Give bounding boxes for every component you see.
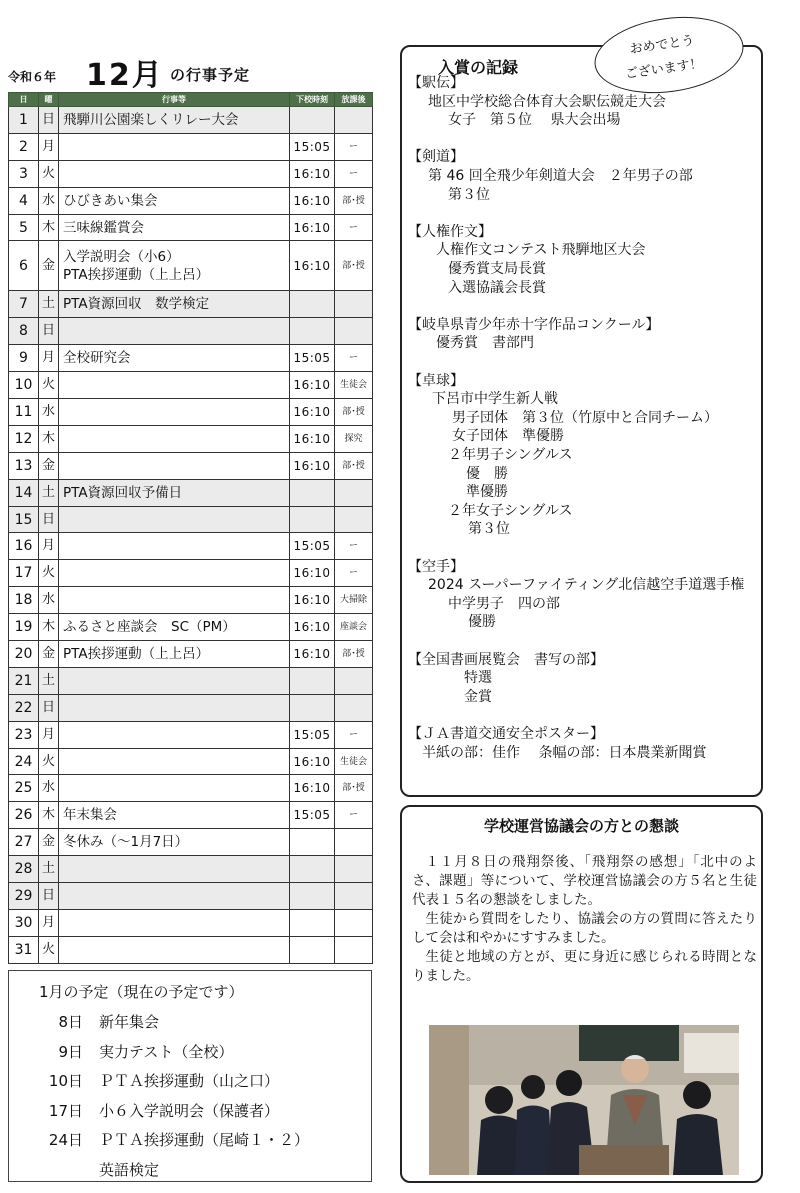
bubble-line-2: ございます！ <box>624 56 704 83</box>
schedule-leave-time <box>290 506 335 533</box>
award-line: 優勝 <box>468 614 496 631</box>
schedule-weekday: 火 <box>39 160 59 187</box>
schedule-day: 10 <box>9 372 39 399</box>
schedule-day: 12 <box>9 425 39 452</box>
schedule-after-school <box>335 829 373 856</box>
schedule-after-school: ー <box>335 802 373 829</box>
schedule-row <box>9 721 373 748</box>
award-line: 下呂市中学生新人戦 <box>432 391 558 408</box>
meeting-photo-illustration <box>429 1025 739 1175</box>
schedule-after-school: 探究 <box>335 425 373 452</box>
award-line: 優 勝 <box>466 465 508 482</box>
schedule-after-school: 生徒会 <box>335 372 373 399</box>
schedule-event-line: 冬休み（～1月7日） <box>63 834 189 851</box>
schedule-event <box>59 187 290 214</box>
meeting-photo <box>429 1025 739 1175</box>
schedule-weekday: 水 <box>39 587 59 614</box>
awards-box <box>400 45 763 797</box>
header-day: 日 <box>9 93 39 107</box>
schedule-weekday: 水 <box>39 399 59 426</box>
schedule-leave-time: 16:10 <box>290 748 335 775</box>
schedule-weekday: 月 <box>39 909 59 936</box>
schedule-weekday: 火 <box>39 560 59 587</box>
schedule-event <box>59 241 290 291</box>
schedule-day: 18 <box>9 587 39 614</box>
schedule-event-line: PTA挨拶運動（上上呂） <box>63 266 210 283</box>
schedule-weekday: 月 <box>39 721 59 748</box>
schedule-after-school <box>335 318 373 345</box>
schedule-weekday: 水 <box>39 187 59 214</box>
schedule-after-school <box>335 107 373 134</box>
award-line: ２年男子シングルス <box>448 447 573 463</box>
schedule-day: 22 <box>9 694 39 721</box>
schedule-leave-time: 16:10 <box>290 372 335 399</box>
schedule-weekday: 日 <box>39 318 59 345</box>
schedule-leave-time <box>290 107 335 134</box>
schedule-event <box>59 399 290 426</box>
schedule-row <box>9 533 373 560</box>
schedule-weekday: 金 <box>39 829 59 856</box>
schedule-event <box>59 856 290 883</box>
schedule-weekday: 水 <box>39 775 59 802</box>
schedule-day: 26 <box>9 802 39 829</box>
schedule-row <box>9 187 373 214</box>
award-line: 半紙の部：佳作 条幅の部：日本農業新聞賞 <box>422 744 707 761</box>
schedule-after-school: ー <box>335 533 373 560</box>
award-line: 人権作文コンテスト飛騨地区大会 <box>436 242 646 259</box>
schedule-row <box>9 372 373 399</box>
schedule-leave-time: 16:10 <box>290 425 335 452</box>
schedule-after-school <box>335 883 373 910</box>
award-line: 【全国書画展覧会 書写の部】 <box>408 651 604 668</box>
schedule-after-school: 部･授 <box>335 399 373 426</box>
header-event: 行事等 <box>59 93 290 107</box>
schedule-day: 13 <box>9 452 39 479</box>
schedule-leave-time <box>290 694 335 721</box>
award-line: 男子団体 第３位（竹原中と合同チーム） <box>452 409 718 426</box>
award-line: 2024 スーパーファイティング北信越空手道選手権 <box>428 577 745 594</box>
award-line: 【ＪＡ書道交通安全ポスター】 <box>408 726 604 742</box>
schedule-leave-time: 15:05 <box>290 133 335 160</box>
january-item <box>19 1070 369 1096</box>
schedule-event <box>59 533 290 560</box>
award-line: 【卓球】 <box>408 372 464 389</box>
january-schedule-box <box>8 970 372 1182</box>
schedule-row <box>9 748 373 775</box>
schedule-event-line: PTA資源回収 数学検定 <box>63 296 210 313</box>
schedule-event <box>59 829 290 856</box>
schedule-event <box>59 936 290 963</box>
schedule-event-line: PTA挨拶運動（上上呂） <box>63 645 210 662</box>
schedule-event <box>59 587 290 614</box>
schedule-leave-time: 16:10 <box>290 614 335 641</box>
january-item-event: ＰＴＡ挨拶運動（山之口） <box>99 1072 280 1090</box>
schedule-weekday: 金 <box>39 641 59 668</box>
schedule-leave-time: 16:10 <box>290 641 335 668</box>
schedule-row <box>9 241 373 291</box>
schedule-weekday: 日 <box>39 107 59 134</box>
schedule-row <box>9 399 373 426</box>
schedule-weekday: 火 <box>39 748 59 775</box>
schedule-leave-time: 15:05 <box>290 721 335 748</box>
schedule-leave-time <box>290 291 335 318</box>
award-line: 金賞 <box>464 688 492 705</box>
schedule-weekday: 土 <box>39 667 59 694</box>
awards-title: 入賞の記録 <box>438 58 519 77</box>
award-line: 中学男子 四の部 <box>448 595 560 612</box>
january-item-date: 24日 <box>48 1131 83 1149</box>
schedule-event <box>59 614 290 641</box>
schedule-day: 6 <box>9 241 39 291</box>
meeting-text <box>412 853 757 986</box>
schedule-event <box>59 721 290 748</box>
schedule-row <box>9 214 373 241</box>
schedule-day: 19 <box>9 614 39 641</box>
schedule-after-school: ー <box>335 133 373 160</box>
schedule-row <box>9 829 373 856</box>
schedule-day: 23 <box>9 721 39 748</box>
january-item-event: 英語検定 <box>99 1160 160 1179</box>
schedule-event <box>59 107 290 134</box>
schedule-event-line: 飛騨川公園楽しくリレー大会 <box>63 111 239 128</box>
schedule-weekday: 木 <box>39 214 59 241</box>
meeting-paragraph: 生徒から質問をしたり、協議会の方の質問に答えたりして会は和やかにすすみました。 <box>412 911 757 946</box>
schedule-after-school: 部･授 <box>335 452 373 479</box>
schedule-leave-time: 16:10 <box>290 241 335 291</box>
schedule-event <box>59 506 290 533</box>
meeting-box <box>400 805 763 1183</box>
schedule-event <box>59 883 290 910</box>
schedule-month: 12月 <box>86 58 164 93</box>
january-item-event: ＰＴＡ挨拶運動（尾崎１・２） <box>99 1131 310 1149</box>
schedule-after-school <box>335 291 373 318</box>
schedule-after-school: ー <box>335 160 373 187</box>
schedule-after-school <box>335 909 373 936</box>
award-line: ２年女子シングルス <box>448 502 573 519</box>
award-line: 【人権作文】 <box>408 223 492 240</box>
schedule-day: 16 <box>9 533 39 560</box>
award-line: 【剣道】 <box>408 149 464 166</box>
meeting-paragraph: 生徒と地域の方とが、更に身近に感じられる時間となりました。 <box>412 949 757 984</box>
schedule-after-school: 生徒会 <box>335 748 373 775</box>
schedule-row <box>9 802 373 829</box>
schedule-leave-time: 15:05 <box>290 533 335 560</box>
schedule-leave-time <box>290 667 335 694</box>
schedule-event <box>59 160 290 187</box>
schedule-weekday: 木 <box>39 802 59 829</box>
schedule-event <box>59 560 290 587</box>
schedule-day: 11 <box>9 399 39 426</box>
schedule-after-school: 部･授 <box>335 241 373 291</box>
schedule-event <box>59 425 290 452</box>
january-item <box>19 1100 369 1126</box>
schedule-leave-time <box>290 936 335 963</box>
schedule-after-school: 大掃除 <box>335 587 373 614</box>
schedule-leave-time: 16:10 <box>290 452 335 479</box>
schedule-table <box>8 92 373 964</box>
schedule-day: 15 <box>9 506 39 533</box>
schedule-after-school: 座談会 <box>335 614 373 641</box>
schedule-day: 4 <box>9 187 39 214</box>
schedule-row <box>9 506 373 533</box>
january-item-date: 9日 <box>58 1042 83 1061</box>
schedule-weekday: 月 <box>39 133 59 160</box>
january-title: 1月の予定（現在の予定です） <box>39 983 244 1001</box>
schedule-weekday: 月 <box>39 533 59 560</box>
schedule-row <box>9 775 373 802</box>
january-item-date: 17日 <box>48 1101 83 1120</box>
schedule-after-school: ー <box>335 345 373 372</box>
january-item-event: 実力テスト（全校） <box>99 1042 234 1061</box>
schedule-leave-time <box>290 829 335 856</box>
schedule-weekday: 火 <box>39 372 59 399</box>
schedule-day: 2 <box>9 133 39 160</box>
schedule-row <box>9 345 373 372</box>
january-item-date: 8日 <box>58 1013 83 1031</box>
schedule-day: 30 <box>9 909 39 936</box>
schedule-weekday: 木 <box>39 614 59 641</box>
header-after-school: 放課後 <box>335 93 373 107</box>
schedule-day: 29 <box>9 883 39 910</box>
schedule-event-line: 三味線鑑賞会 <box>63 219 144 236</box>
january-item <box>19 1041 369 1067</box>
schedule-row <box>9 614 373 641</box>
award-line: 優秀賞 書部門 <box>436 335 534 352</box>
schedule-leave-time: 16:10 <box>290 587 335 614</box>
award-line: 【駅伝】 <box>408 75 464 91</box>
schedule-day: 28 <box>9 856 39 883</box>
schedule-day: 7 <box>9 291 39 318</box>
schedule-leave-time: 16:10 <box>290 399 335 426</box>
schedule-day: 27 <box>9 829 39 856</box>
schedule-weekday: 金 <box>39 241 59 291</box>
schedule-day: 9 <box>9 345 39 372</box>
schedule-day: 21 <box>9 667 39 694</box>
schedule-row <box>9 291 373 318</box>
schedule-row <box>9 856 373 883</box>
schedule-day: 20 <box>9 641 39 668</box>
schedule-after-school <box>335 856 373 883</box>
schedule-weekday: 木 <box>39 425 59 452</box>
schedule-leave-time: 15:05 <box>290 345 335 372</box>
schedule-event <box>59 291 290 318</box>
schedule-row <box>9 883 373 910</box>
schedule-event <box>59 694 290 721</box>
schedule-event <box>59 345 290 372</box>
schedule-event-line: PTA資源回収予備日 <box>63 484 183 501</box>
schedule-after-school <box>335 506 373 533</box>
schedule-weekday: 金 <box>39 452 59 479</box>
schedule-leave-time <box>290 479 335 506</box>
schedule-day: 14 <box>9 479 39 506</box>
schedule-row <box>9 587 373 614</box>
schedule-leave-time <box>290 883 335 910</box>
award-line: 入選協議会長賞 <box>448 279 546 296</box>
meeting-paragraph: １１月８日の飛翔祭後、「飛翔祭の感想」「北中のよさ、課題」等について、学校運営協議会の方５名と生徒代表１５名の懇談をしました。 <box>412 854 757 908</box>
award-line: 地区中学校総合体育大会駅伝競走大会 <box>428 93 666 110</box>
schedule-row <box>9 936 373 963</box>
schedule-row <box>9 425 373 452</box>
award-line: 第 46 回全飛少年剣道大会 ２年男子の部 <box>428 168 693 184</box>
schedule-leave-time: 16:10 <box>290 560 335 587</box>
schedule-after-school: ー <box>335 214 373 241</box>
schedule-row <box>9 160 373 187</box>
schedule-weekday: 土 <box>39 856 59 883</box>
schedule-row <box>9 667 373 694</box>
january-item-event: 小６入学説明会（保護者） <box>99 1101 280 1120</box>
schedule-event-line: 入学説明会（小6） <box>63 248 180 265</box>
schedule-weekday: 火 <box>39 936 59 963</box>
schedule-leave-time: 16:10 <box>290 187 335 214</box>
schedule-event <box>59 214 290 241</box>
schedule-day: 31 <box>9 936 39 963</box>
schedule-weekday: 土 <box>39 291 59 318</box>
schedule-event <box>59 318 290 345</box>
schedule-event <box>59 372 290 399</box>
award-line: 第３位 <box>448 186 490 203</box>
header-leave-time: 下校時刻 <box>290 93 335 107</box>
schedule-leave-time: 16:10 <box>290 214 335 241</box>
schedule-after-school <box>335 694 373 721</box>
schedule-row <box>9 133 373 160</box>
schedule-event <box>59 452 290 479</box>
award-line: 女子団体 準優勝 <box>452 428 564 445</box>
schedule-event-line: 全校研究会 <box>63 350 131 367</box>
award-line: 女子 第５位 県大会出場 <box>448 112 621 129</box>
schedule-day: 24 <box>9 748 39 775</box>
schedule-leave-time: 16:10 <box>290 775 335 802</box>
schedule-after-school: 部･授 <box>335 187 373 214</box>
schedule-leave-time <box>290 318 335 345</box>
header-weekday: 曜 <box>39 93 59 107</box>
january-item-event: 新年集会 <box>99 1013 160 1031</box>
schedule-leave-time <box>290 856 335 883</box>
january-item <box>19 1159 369 1185</box>
schedule-event-line: ふるさと座談会 SC（PM） <box>63 619 236 636</box>
schedule-after-school: 部･授 <box>335 641 373 668</box>
schedule-after-school <box>335 936 373 963</box>
schedule-event <box>59 667 290 694</box>
award-line: 特選 <box>464 670 492 687</box>
schedule-row <box>9 452 373 479</box>
schedule-event <box>59 479 290 506</box>
schedule-day: 8 <box>9 318 39 345</box>
schedule-event <box>59 641 290 668</box>
schedule-event <box>59 909 290 936</box>
schedule-leave-time: 16:10 <box>290 160 335 187</box>
schedule-weekday: 月 <box>39 345 59 372</box>
award-line: 準優勝 <box>466 484 508 501</box>
award-line: 優秀賞支局長賞 <box>448 261 546 277</box>
schedule-day: 5 <box>9 214 39 241</box>
schedule-weekday: 日 <box>39 883 59 910</box>
meeting-title: 学校運営協議会の方との懇談 <box>483 817 679 835</box>
award-line: 【空手】 <box>408 558 464 575</box>
schedule-event-line: 年末集会 <box>63 807 117 824</box>
schedule-day: 25 <box>9 775 39 802</box>
schedule-day: 3 <box>9 160 39 187</box>
schedule-row <box>9 318 373 345</box>
schedule-header-row <box>9 93 373 107</box>
bubble-line-1: おめでとう <box>628 33 696 58</box>
schedule-day: 17 <box>9 560 39 587</box>
schedule-event <box>59 748 290 775</box>
schedule-row <box>9 909 373 936</box>
schedule-event <box>59 802 290 829</box>
january-item-date: 10日 <box>48 1072 83 1090</box>
schedule-day: 1 <box>9 107 39 134</box>
award-line: 【岐阜県青少年赤十字作品コンクール】 <box>408 316 660 333</box>
schedule-era: 令和６年 <box>8 70 57 84</box>
schedule-weekday: 日 <box>39 694 59 721</box>
january-item <box>19 1129 369 1155</box>
schedule-weekday: 土 <box>39 479 59 506</box>
award-line: 第３位 <box>468 521 510 538</box>
schedule-event-line: ひびきあい集会 <box>63 192 158 209</box>
schedule-row <box>9 641 373 668</box>
schedule-row <box>9 479 373 506</box>
schedule-leave-time: 15:05 <box>290 802 335 829</box>
schedule-row <box>9 107 373 134</box>
schedule-weekday: 日 <box>39 506 59 533</box>
schedule-row <box>9 694 373 721</box>
schedule-title <box>8 50 380 92</box>
schedule-after-school <box>335 479 373 506</box>
schedule-after-school <box>335 667 373 694</box>
schedule-after-school: ー <box>335 560 373 587</box>
schedule-after-school: 部･授 <box>335 775 373 802</box>
schedule-after-school: ー <box>335 721 373 748</box>
schedule-event <box>59 133 290 160</box>
schedule-leave-time <box>290 909 335 936</box>
schedule-event <box>59 775 290 802</box>
january-item <box>19 1011 369 1037</box>
schedule-title-suffix: の行事予定 <box>170 66 251 84</box>
schedule-row <box>9 560 373 587</box>
